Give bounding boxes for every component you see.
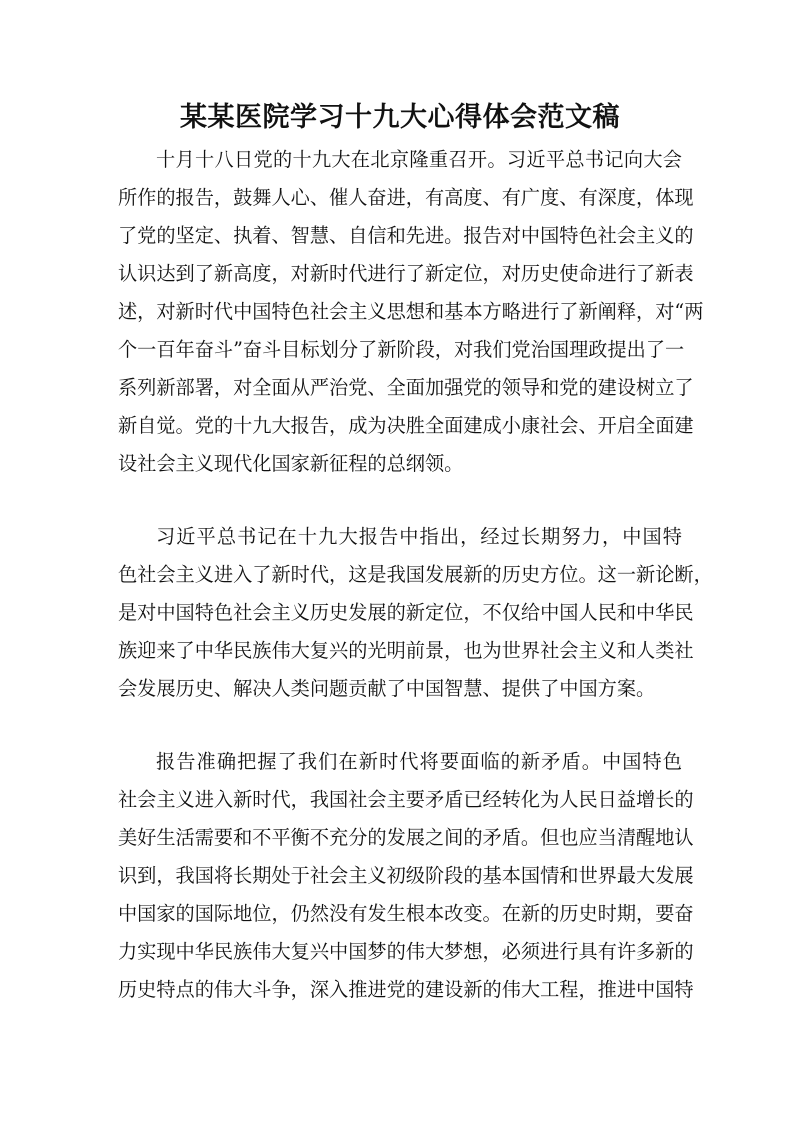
paragraph-line: 会发展历史、解决人类问题贡献了中国智慧、提供了中国方案。	[118, 677, 656, 700]
paragraph-line: 个一百年奋斗”奋斗目标划分了新阶段，对我们党治国理政提出了一	[118, 338, 685, 361]
paragraph-line: 中国家的国际地位，仍然没有发生根本改变。在新的历史时期，要奋	[118, 902, 694, 925]
paragraph-line: 识到，我国将长期处于社会主义初级阶段的基本国情和世界最大发展	[118, 864, 694, 887]
paragraph-line: 力实现中华民族伟大复兴中国梦的伟大梦想，必须进行具有许多新的	[118, 940, 694, 963]
paragraph-line: 所作的报告，鼓舞人心、催人奋进，有高度、有广度、有深度，体现	[118, 186, 694, 209]
paragraph-1	[118, 141, 704, 483]
paragraph-line: 历史特点的伟大斗争，深入推进党的建设新的伟大工程，推进中国特	[118, 978, 694, 1001]
paragraph-line: 习近平总书记在十九大报告中指出，经过长期努力，中国特	[156, 525, 682, 548]
paragraph-line: 美好生活需要和不平衡不充分的发展之间的矛盾。但也应当清醒地认	[118, 826, 694, 849]
paragraph-line: 色社会主义进入了新时代，这是我国发展新的历史方位。这一新论断，	[118, 563, 713, 586]
paragraph-line: 十月十八日党的十九大在北京隆重召开。习近平总书记向大会	[156, 148, 682, 171]
paragraph-line: 认识达到了新高度，对新时代进行了新定位，对历史使命进行了新表	[118, 262, 694, 285]
paragraph-line: 设社会主义现代化国家新征程的总纲领。	[118, 452, 464, 475]
paragraph-line: 报告准确把握了我们在新时代将要面临的新矛盾。中国特色	[156, 750, 682, 773]
paragraph-3	[118, 743, 694, 1009]
document-title: 某某医院学习十九大心得体会范文稿	[180, 102, 620, 133]
paragraph-line: 了党的坚定、执着、智慧、自信和先进。报告对中国特色社会主义的	[118, 224, 694, 247]
paragraph-2	[118, 518, 713, 708]
paragraph-line: 是对中国特色社会主义历史发展的新定位，不仅给中国人民和中华民	[118, 601, 694, 624]
paragraph-line: 系列新部署，对全面从严治党、全面加强党的领导和党的建设树立了	[118, 376, 694, 399]
paragraph-line: 新自觉。党的十九大报告，成为决胜全面建成小康社会、开启全面建	[118, 414, 694, 437]
paragraph-line: 社会主义进入新时代，我国社会主要矛盾已经转化为人民日益增长的	[118, 788, 694, 811]
paragraph-line: 述，对新时代中国特色社会主义思想和基本方略进行了新阐释，对“两	[118, 300, 704, 323]
paragraph-line: 族迎来了中华民族伟大复兴的光明前景，也为世界社会主义和人类社	[118, 639, 694, 662]
